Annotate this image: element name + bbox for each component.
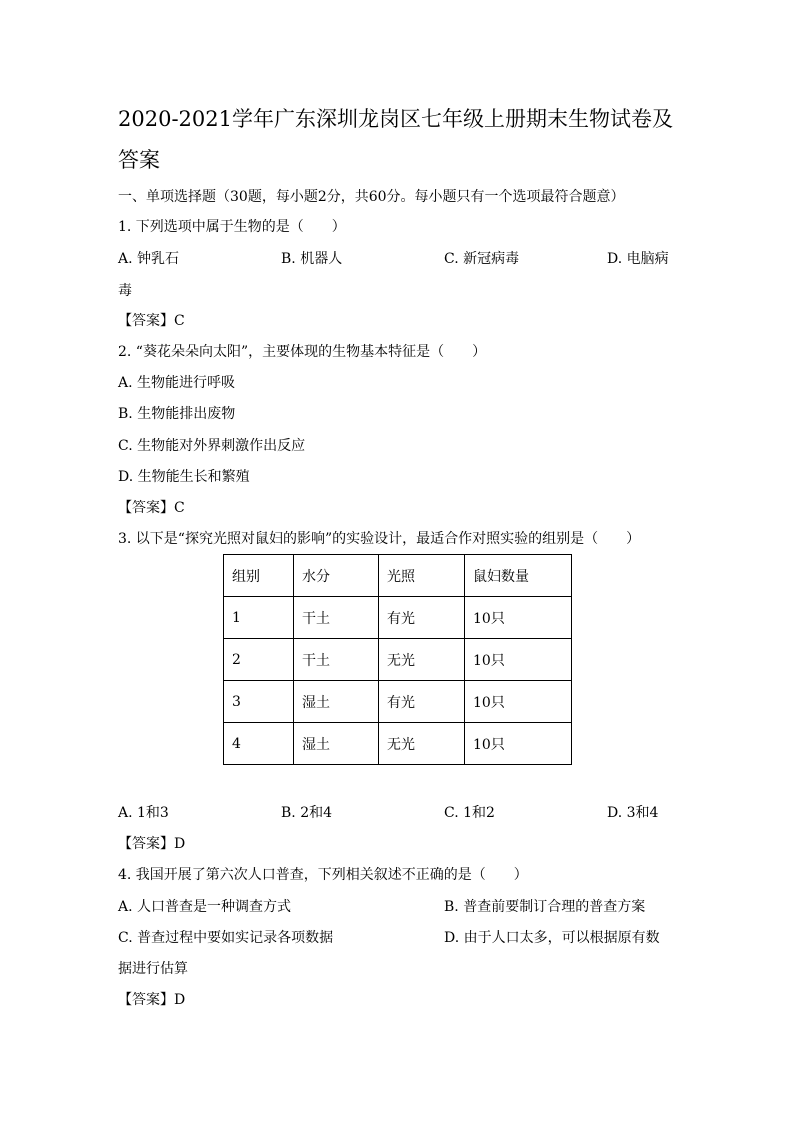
document-title-line1: 2020-2021学年广东深圳龙岗区七年级上册期末生物试卷及 xyxy=(118,107,673,131)
table-cell: 3 xyxy=(224,681,294,723)
question-2-option-c: C. 生物能对外界刺激作出反应 xyxy=(118,438,306,454)
table-cell: 10只 xyxy=(465,639,572,681)
table-cell: 干土 xyxy=(294,597,379,639)
table-header-cell: 鼠妇数量 xyxy=(465,555,572,597)
question-3-option-a: A. 1和3 xyxy=(118,805,169,821)
question-2-option-d: D. 生物能生长和繁殖 xyxy=(118,469,250,485)
question-4-option-b: B. 普查前要制订合理的普查方案 xyxy=(444,899,646,915)
question-3-stem: 3. 以下是“探究光照对鼠妇的影响”的实验设计，最适合作对照实验的组别是（ ） xyxy=(118,531,641,547)
question-1-option-d-wrap: 毒 xyxy=(118,283,132,299)
question-4-option-a: A. 人口普查是一种调查方式 xyxy=(118,899,292,915)
table-cell: 湿土 xyxy=(294,681,379,723)
table-cell: 10只 xyxy=(465,681,572,723)
table-cell: 无光 xyxy=(379,639,465,681)
question-4-option-d-wrap: 据进行估算 xyxy=(118,961,188,977)
table-row xyxy=(224,723,572,765)
table-cell: 2 xyxy=(224,639,294,681)
table-header-cell: 水分 xyxy=(294,555,379,597)
table-cell: 无光 xyxy=(379,723,465,765)
question-1-option-a: A. 钟乳石 xyxy=(118,251,180,267)
question-1-option-c: C. 新冠病毒 xyxy=(444,251,520,267)
question-2-option-b: B. 生物能排出废物 xyxy=(118,406,236,422)
question-4-option-c: C. 普查过程中要如实记录各项数据 xyxy=(118,930,334,946)
table-row xyxy=(224,681,572,723)
question-4-option-d: D. 由于人口太多，可以根据原有数 xyxy=(444,930,660,946)
table-row xyxy=(224,597,572,639)
table-cell: 10只 xyxy=(465,597,572,639)
experiment-table xyxy=(223,554,572,765)
question-3-option-d: D. 3和4 xyxy=(607,805,659,821)
question-1-answer: 【答案】C xyxy=(118,313,185,329)
question-4-answer: 【答案】D xyxy=(118,992,186,1008)
table-cell: 湿土 xyxy=(294,723,379,765)
section-heading: 一、单项选择题（30题，每小题2分，共60分。每小题只有一个选项最符合题意） xyxy=(118,189,625,205)
question-3-option-c: C. 1和2 xyxy=(444,805,495,821)
document-title-line2: 答案 xyxy=(118,148,160,172)
question-1-option-d: D. 电脑病 xyxy=(607,251,669,267)
question-2-option-a: A. 生物能进行呼吸 xyxy=(118,375,236,391)
table-cell: 1 xyxy=(224,597,294,639)
question-3-option-b: B. 2和4 xyxy=(281,805,333,821)
question-4-stem: 4. 我国开展了第六次人口普查，下列相关叙述不正确的是（ ） xyxy=(118,867,528,883)
table-header-cell: 组别 xyxy=(224,555,294,597)
question-1-stem: 1. 下列选项中属于生物的是（ ） xyxy=(118,219,346,235)
table-cell: 4 xyxy=(224,723,294,765)
question-1-option-b: B. 机器人 xyxy=(281,251,343,267)
question-3-answer: 【答案】D xyxy=(118,836,186,852)
question-2-stem: 2. “葵花朵朵向太阳”，主要体现的生物基本特征是（ ） xyxy=(118,344,487,360)
table-cell: 干土 xyxy=(294,639,379,681)
table-row xyxy=(224,639,572,681)
table-header-row xyxy=(224,555,572,597)
table-cell: 10只 xyxy=(465,723,572,765)
table-header-cell: 光照 xyxy=(379,555,465,597)
table-cell: 有光 xyxy=(379,681,465,723)
question-2-answer: 【答案】C xyxy=(118,500,185,516)
table-cell: 有光 xyxy=(379,597,465,639)
